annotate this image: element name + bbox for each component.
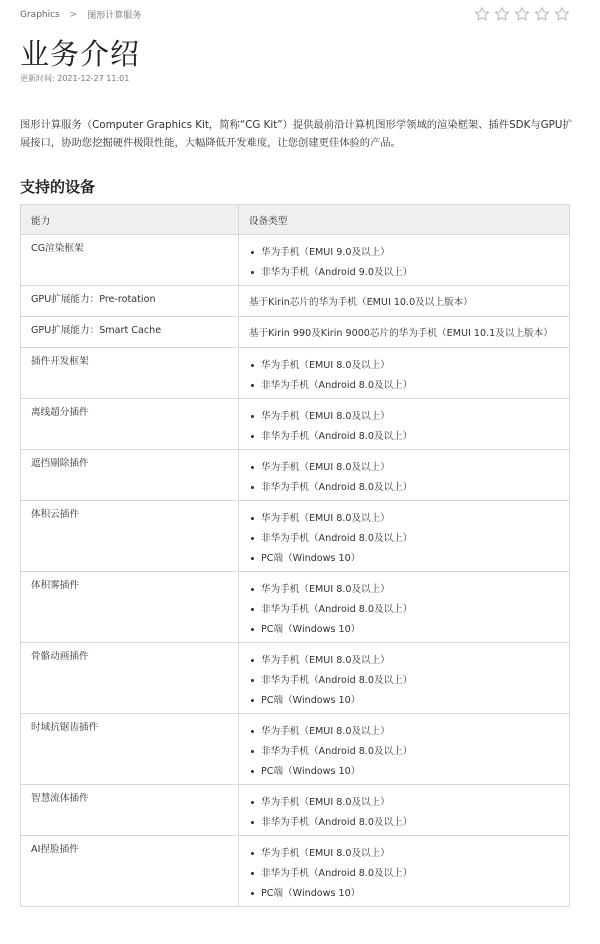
capability-cell: 插件开发框架 (21, 348, 239, 399)
device-list-item: 华为手机（EMUI 8.0及以上） (249, 844, 559, 864)
intro-paragraph: 图形计算服务（Computer Graphics Kit，简称“CG Kit”）提供最前沿计算机图形学领域的渲染框架、插件SDK与GPU扩展接口，协助您挖掘硬件极限性能，大幅降低开发难度，让您创建更佳体验的产品。 (20, 119, 573, 149)
capability-cell: 智慧流体插件 (21, 785, 239, 836)
capability-cell: 时域抗锯齿插件 (21, 714, 239, 785)
device-cell (239, 714, 570, 785)
device-cell (239, 836, 570, 907)
device-list-item: PC端（Windows 10） (249, 549, 559, 569)
breadcrumb-current: 图形计算服务 (87, 11, 142, 21)
column-header-device-type: 设备类型 (239, 205, 570, 235)
table-row (21, 317, 570, 348)
device-list-item: 非华为手机（Android 8.0及以上） (249, 864, 559, 884)
table-row (21, 785, 570, 836)
device-list-item: PC端（Windows 10） (249, 691, 559, 711)
star-4-icon[interactable] (534, 6, 550, 22)
table-row (21, 501, 570, 572)
device-list-item: 非华为手机（Android 8.0及以上） (249, 427, 559, 447)
device-list (249, 243, 559, 283)
rating-stars (474, 6, 570, 22)
device-cell (239, 785, 570, 836)
table-row (21, 235, 570, 286)
device-list-item: 华为手机（EMUI 9.0及以上） (249, 243, 559, 263)
table-header-row (21, 205, 570, 235)
table-row (21, 286, 570, 317)
star-3-icon[interactable] (514, 6, 530, 22)
capability-cell: GPU扩展能力：Pre-rotation (21, 286, 239, 317)
device-list (249, 844, 559, 904)
supported-devices-table (20, 204, 570, 907)
table-row (21, 714, 570, 785)
device-list-item: 非华为手机（Android 8.0及以上） (249, 600, 559, 620)
star-5-icon[interactable] (554, 6, 570, 22)
section-title: 支持的设备 (20, 178, 96, 196)
capability-cell: 离线超分插件 (21, 399, 239, 450)
table-row (21, 348, 570, 399)
star-1-icon[interactable] (474, 6, 490, 22)
device-cell (239, 501, 570, 572)
device-list (249, 509, 559, 569)
device-list (249, 722, 559, 782)
device-list (249, 651, 559, 711)
breadcrumb-root-link[interactable]: Graphics (20, 9, 60, 20)
star-2-icon[interactable] (494, 6, 510, 22)
device-list-item: 华为手机（EMUI 8.0及以上） (249, 580, 559, 600)
device-list (249, 407, 559, 447)
device-list-item: PC端（Windows 10） (249, 762, 559, 782)
device-list (249, 793, 559, 833)
device-list-item: 华为手机（EMUI 8.0及以上） (249, 793, 559, 813)
device-cell: 基于Kirin芯片的华为手机（EMUI 10.0及以上版本） (239, 286, 570, 317)
table-row (21, 450, 570, 501)
device-cell (239, 450, 570, 501)
device-cell: 基于Kirin 990及Kirin 9000芯片的华为手机（EMUI 10.1及以上版本） (239, 317, 570, 348)
capability-cell: CG渲染框架 (21, 235, 239, 286)
capability-cell: 遮挡剔除插件 (21, 450, 239, 501)
capability-cell: GPU扩展能力：Smart Cache (21, 317, 239, 348)
breadcrumb (20, 8, 141, 21)
device-cell (239, 235, 570, 286)
updated-timestamp: 更新时间: 2021-12-27 11:01 (20, 74, 130, 83)
capability-cell: 骨骼动画插件 (21, 643, 239, 714)
device-list-item: 非华为手机（Android 8.0及以上） (249, 813, 559, 833)
device-list-item: 非华为手机（Android 8.0及以上） (249, 529, 559, 549)
device-list-item: PC端（Windows 10） (249, 620, 559, 640)
device-cell (239, 399, 570, 450)
device-list-item: 非华为手机（Android 8.0及以上） (249, 376, 559, 396)
device-list-item: 华为手机（EMUI 8.0及以上） (249, 458, 559, 478)
device-list-item: 华为手机（EMUI 8.0及以上） (249, 509, 559, 529)
device-list-item: 华为手机（EMUI 8.0及以上） (249, 651, 559, 671)
page-title: 业务介绍 (20, 37, 141, 71)
table-row (21, 643, 570, 714)
device-list-item: 华为手机（EMUI 8.0及以上） (249, 356, 559, 376)
device-list-item: 华为手机（EMUI 8.0及以上） (249, 722, 559, 742)
capability-cell: AI捏脸插件 (21, 836, 239, 907)
column-header-capability: 能力 (21, 205, 239, 235)
device-list-item: PC端（Windows 10） (249, 884, 559, 904)
breadcrumb-separator: > (69, 9, 78, 20)
device-list (249, 356, 559, 396)
table-row (21, 836, 570, 907)
device-list (249, 580, 559, 640)
device-list-item: 非华为手机（Android 8.0及以上） (249, 742, 559, 762)
device-list-item: 华为手机（EMUI 8.0及以上） (249, 407, 559, 427)
device-cell (239, 643, 570, 714)
device-cell (239, 348, 570, 399)
device-list-item: 非华为手机（Android 8.0及以上） (249, 671, 559, 691)
table-row (21, 572, 570, 643)
device-list (249, 458, 559, 498)
capability-cell: 体积雾插件 (21, 572, 239, 643)
table-row (21, 399, 570, 450)
device-list-item: 非华为手机（Android 8.0及以上） (249, 478, 559, 498)
device-cell (239, 572, 570, 643)
capability-cell: 体积云插件 (21, 501, 239, 572)
device-list-item: 非华为手机（Android 9.0及以上） (249, 263, 559, 283)
